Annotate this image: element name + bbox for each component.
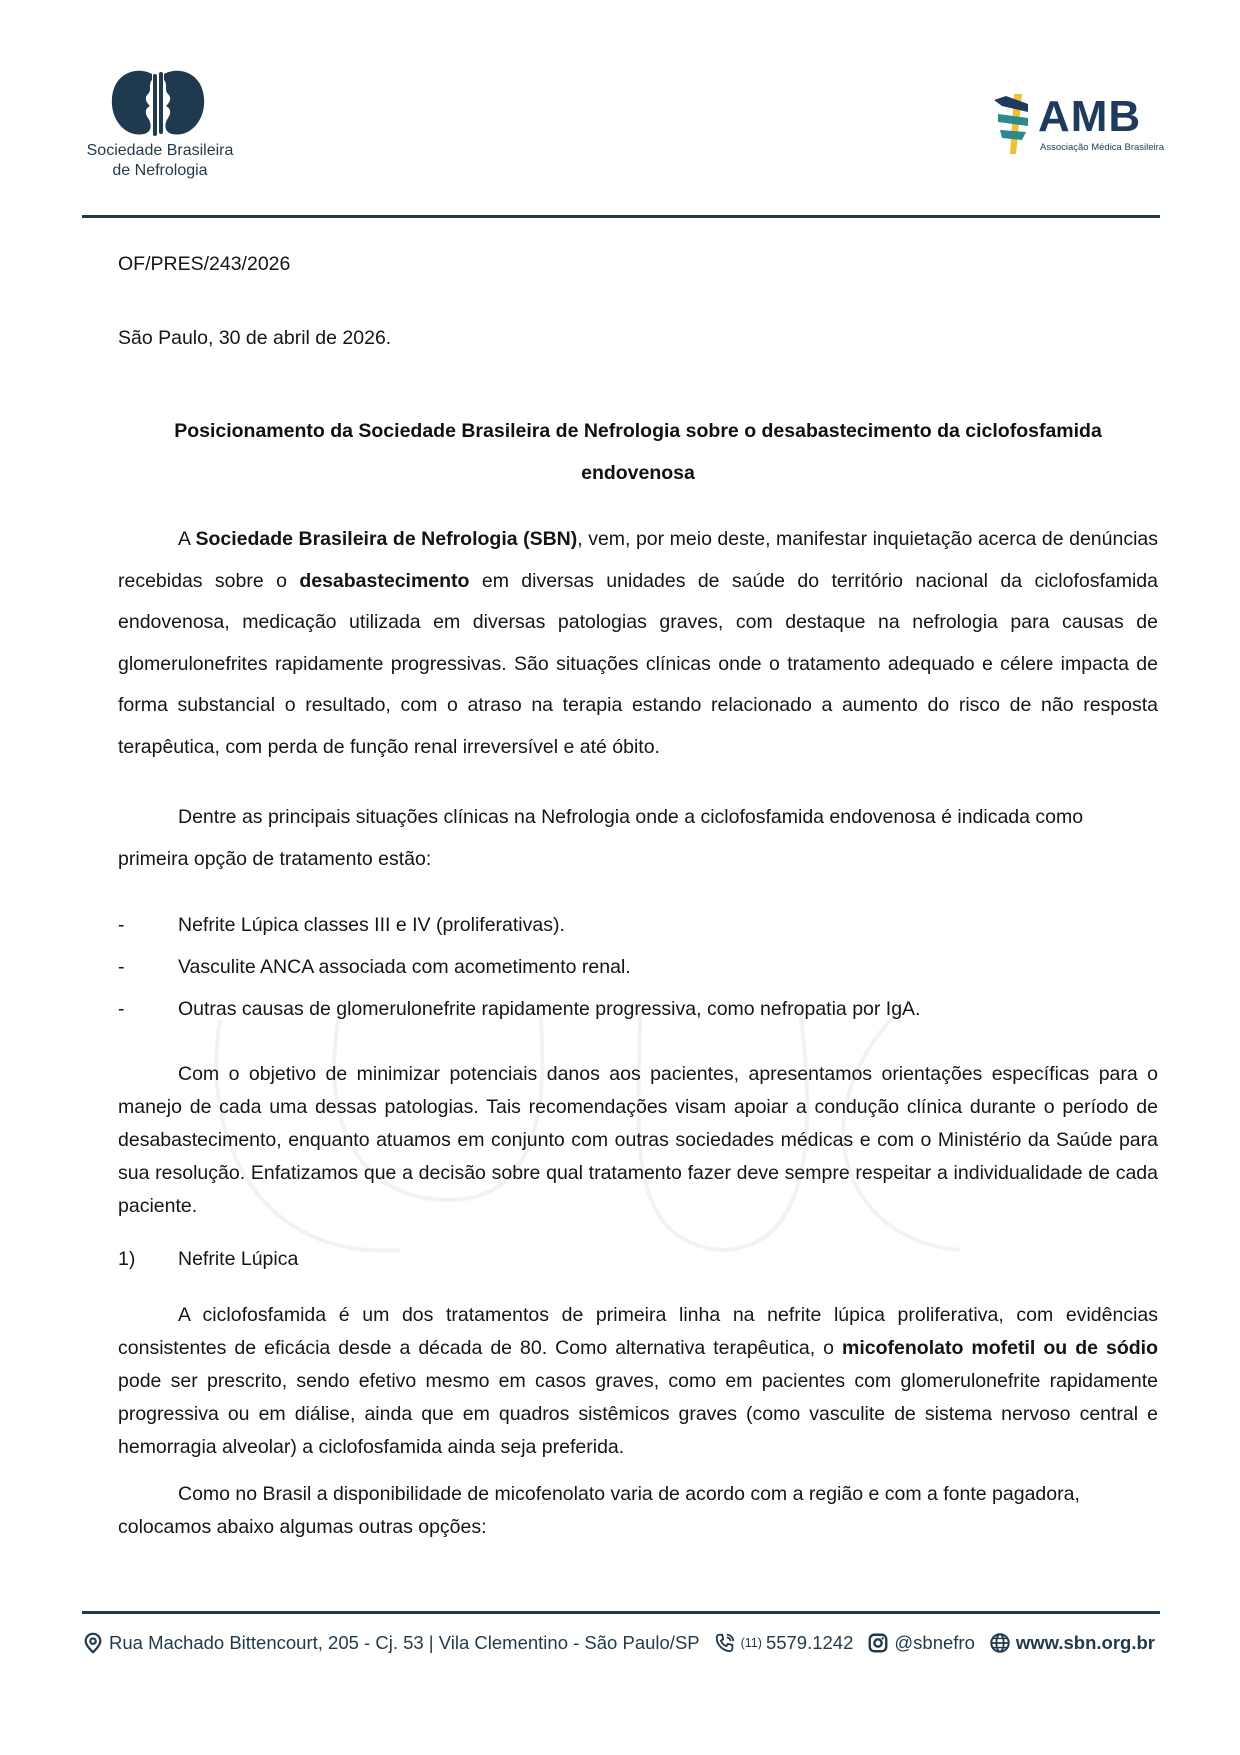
globe-icon (989, 1632, 1011, 1654)
list-marker: - (118, 956, 125, 978)
list-item-text: Nefrite Lúpica classes III e IV (proliferativas). (178, 914, 565, 936)
document-title (118, 410, 1158, 494)
list-item (118, 988, 1158, 1030)
section-number: 1) (118, 1248, 136, 1270)
document-reference: OF/PRES/243/2026 (118, 253, 291, 275)
paragraph-indications: Dentre as principais situações clínicas na Nefrologia onde a ciclofosfamida endovenosa é indicada como primeira opção de tratamento estão: (118, 806, 1084, 870)
location-pin-icon (82, 1632, 104, 1654)
list-item (118, 946, 1158, 988)
title-line-1: Posicionamento da Sociedade Brasileira de Nefrologia sobre o desabastecimento da ciclofosfamida (174, 420, 1102, 442)
text-run: em diversas unidades de saúde do território nacional da ciclofosfamida endovenosa, medicação utilizada em diversas patologias graves, com destaque na nefrologia para causas de glomerulonefrites rapidamente progressivas. São situações clínicas onde o tratamento adequado e célere impacta de forma substancial o resultado, com o atraso na terapia estando relacionado a aumento do risco de não resposta terapêutica, com perda de função renal irreversível e até óbito. (118, 569, 1158, 758)
list-marker: - (118, 998, 125, 1020)
sbn-name-line2: de Nefrologia (112, 162, 208, 179)
paragraph-options: Como no Brasil a disponibilidade de micofenolato varia de acordo com a região e com a fonte pagadora, colocamos abaixo algumas outras opções: (118, 1483, 1080, 1538)
header-divider (82, 215, 1160, 218)
paragraph-lupus (118, 1299, 1158, 1464)
footer (82, 1628, 1160, 1658)
title-line-2: endovenosa (581, 462, 695, 484)
bold-run: desabastecimento (299, 569, 470, 592)
amb-logo (988, 92, 1168, 162)
footer-phone-area: (11) (740, 1636, 762, 1650)
amb-wordmark: AMB (1038, 92, 1142, 141)
text-run: pode ser prescrito, sendo efetivo mesmo em casos graves, como em pacientes com glomerulonefrite rapidamente progressiva ou em diálise, ainda que em quadros sistêmicos graves (como vasculite de sistema nervoso central e hemorragia alveolar) a ciclofosfamida ainda seja preferida. (118, 1370, 1158, 1458)
paragraph-intro (118, 519, 1158, 768)
footer-phone: 5579.1242 (765, 1632, 854, 1653)
phone-icon (714, 1632, 736, 1654)
footer-address: Rua Machado Bittencourt, 205 - Cj. 53 | Vila Clementino - São Paulo/SP (109, 1632, 700, 1653)
amb-subtitle: Associação Médica Brasileira (1040, 142, 1165, 153)
list-item-text: Outras causas de glomerulonefrite rapidamente progressiva, como nefropatia por IgA. (178, 998, 921, 1020)
indications-list (118, 904, 1158, 1030)
bold-run: micofenolato mofetil ou de sódio (842, 1337, 1158, 1359)
list-item-text: Vasculite ANCA associada com acometimento renal. (178, 956, 631, 978)
section-label: Nefrite Lúpica (178, 1248, 299, 1270)
document-date: São Paulo, 30 de abril de 2026. (118, 327, 392, 349)
kidney-logo-icon (108, 68, 208, 140)
text-run: A (178, 528, 196, 550)
footer-instagram[interactable]: @sbnefro (894, 1632, 975, 1653)
list-marker: - (118, 914, 125, 936)
footer-divider (82, 1611, 1160, 1614)
text-run: , vem, por meio deste, manifestar inquietação acerca de denúncias recebidas sobre o (118, 528, 1158, 592)
text-run: A ciclofosfamida é um dos tratamentos de primeira linha na nefrite lúpica proliferativa, com evidências consistentes de eficácia desde a década de 80. Como alternativa terapêutica, o (118, 1304, 1158, 1359)
caduceus-icon (992, 92, 1034, 156)
sbn-name-line1: Sociedade Brasileira (86, 142, 234, 159)
sbn-logo (80, 68, 240, 188)
instagram-icon (867, 1632, 889, 1654)
list-item (118, 904, 1158, 946)
paragraph-objective: Com o objetivo de minimizar potenciais danos aos pacientes, apresentamos orientações específicas para o manejo de cada uma dessas patologias. Tais recomendações visam apoiar a condução clínica durante o período de desabastecimento, enquanto atuamos em conjunto com outras sociedades médicas e com o Ministério da Saúde para sua resolução. Enfatizamos que a decisão sobre qual tratamento fazer deve sempre respeitar a individualidade de cada paciente. (118, 1063, 1158, 1217)
bold-run: Sociedade Brasileira de Nefrologia (SBN) (195, 528, 578, 550)
footer-website-link[interactable]: www.sbn.org.br (1015, 1632, 1155, 1653)
